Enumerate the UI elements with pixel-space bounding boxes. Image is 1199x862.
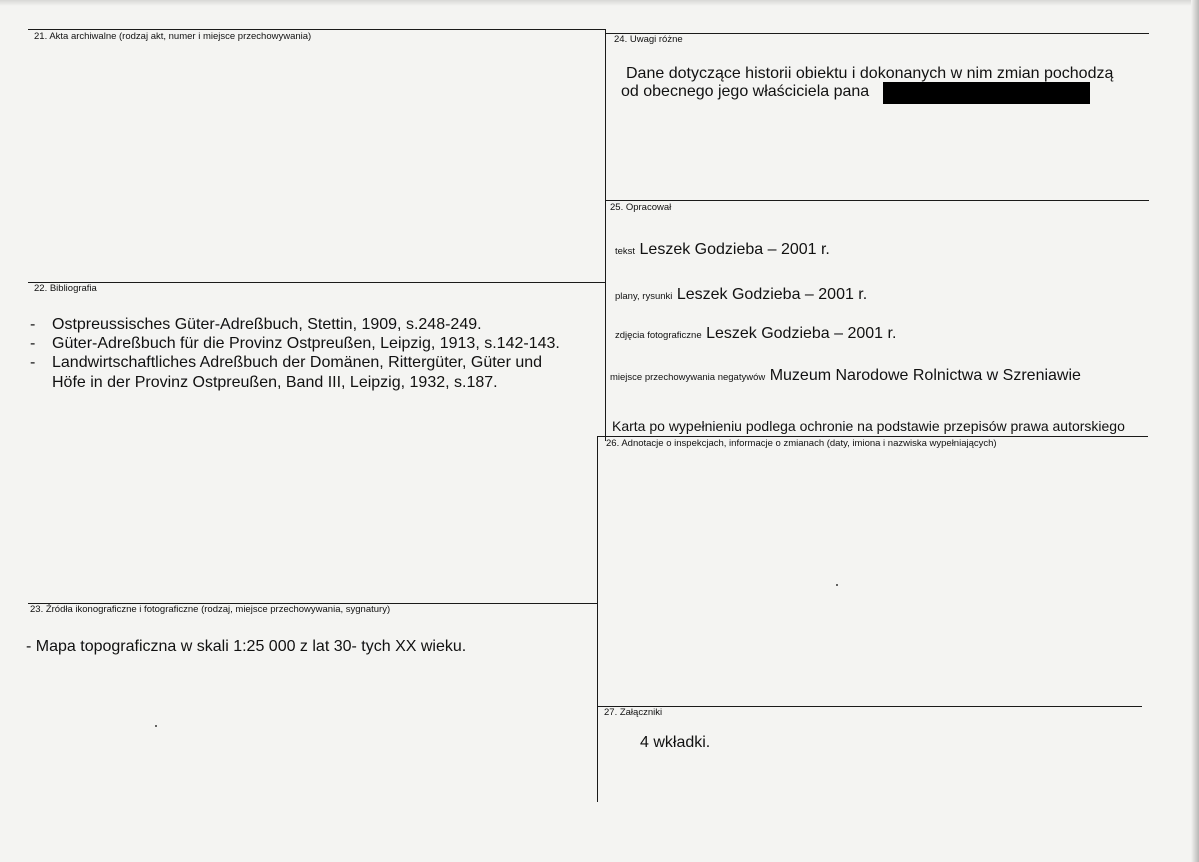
section-23-label: 23. Źródła ikonograficzne i fotograficzne (rodzaj, miejsce przechowywania, sygnatury) bbox=[30, 604, 391, 615]
scan-right-edge bbox=[1191, 0, 1199, 862]
author-text-value: Leszek Godzieba – 2001 r. bbox=[639, 241, 830, 258]
section-24-line1: Dane dotyczące historii obiektu i dokonanych w nim zmian pochodzą bbox=[626, 65, 1114, 82]
copyright-note: Karta po wypełnieniu podlega ochronie na podstawie przepisów prawa autorskiego bbox=[612, 418, 1125, 434]
author-photos-row bbox=[615, 326, 896, 342]
author-text-row bbox=[615, 242, 830, 258]
redaction-block bbox=[883, 82, 1090, 104]
author-photos-label: zdjęcia fotograficzne bbox=[615, 330, 702, 341]
section-23-text: - Mapa topograficzna w skali 1:25 000 z lat 30- tych XX wieku. bbox=[26, 638, 467, 655]
rule-22-top bbox=[28, 282, 606, 283]
author-photos-value: Leszek Godzieba – 2001 r. bbox=[706, 325, 897, 342]
list-item bbox=[30, 334, 560, 353]
rule-top-left bbox=[28, 29, 606, 30]
bibliography-list bbox=[30, 315, 560, 372]
section-24-line2: od obecnego jego właściciela pana bbox=[621, 83, 870, 100]
speck bbox=[155, 725, 157, 727]
rule-center-upper bbox=[605, 29, 606, 441]
rule-top-right bbox=[606, 33, 1149, 34]
scan-top-edge bbox=[0, 0, 1199, 6]
bibliography-entry: Güter-Adreßbuch für die Provinz Ostpreußen, Leipzig, 1913, s.142-143. bbox=[52, 335, 560, 352]
list-dash: - bbox=[30, 335, 36, 352]
attachments-text: 4 wkładki. bbox=[640, 734, 711, 751]
list-dash: - bbox=[30, 354, 36, 371]
list-item bbox=[30, 353, 560, 372]
section-25-label: 25. Opracował bbox=[610, 202, 672, 213]
negatives-location-row bbox=[610, 368, 1081, 384]
bibliography-entry: Ostpreussisches Güter-Adreßbuch, Stettin, 1909, s.248-249. bbox=[52, 316, 482, 333]
negatives-location-label: miejsce przechowywania negatywów bbox=[610, 372, 766, 383]
author-plans-value: Leszek Godzieba – 2001 r. bbox=[676, 286, 868, 303]
rule-26-top bbox=[598, 436, 1148, 437]
author-plans-label: plany, rysunki bbox=[615, 291, 673, 302]
speck bbox=[836, 584, 838, 586]
list-item bbox=[30, 315, 560, 334]
bibliography-continuation: Höfe in der Provinz Ostpreußen, Band III, Leipzig, 1932, s.187. bbox=[52, 374, 498, 391]
list-dash: - bbox=[30, 316, 36, 333]
bibliography-entry: Landwirtschaftliches Adreßbuch der Domänen, Rittergüter, Güter und bbox=[52, 354, 543, 371]
section-22-label: 22. Bibliografia bbox=[34, 283, 97, 294]
rule-27-top bbox=[598, 706, 1142, 707]
author-text-label: tekst bbox=[615, 246, 636, 257]
section-21-label: 21. Akta archiwalne (rodzaj akt, numer i miejsce przechowywania) bbox=[34, 31, 312, 42]
section-27-label: 27. Załączniki bbox=[604, 707, 663, 718]
negatives-location-value: Muzeum Narodowe Rolnictwa w Szreniawie bbox=[769, 367, 1081, 384]
section-24-label: 24. Uwagi różne bbox=[614, 34, 683, 45]
section-26-label: 26. Adnotacje o inspekcjach, informacje o zmianach (daty, imiona i nazwiska wypełniających) bbox=[606, 438, 997, 449]
author-plans-row bbox=[615, 287, 867, 303]
rule-center-lower bbox=[597, 436, 598, 802]
rule-25-top bbox=[605, 200, 1149, 201]
